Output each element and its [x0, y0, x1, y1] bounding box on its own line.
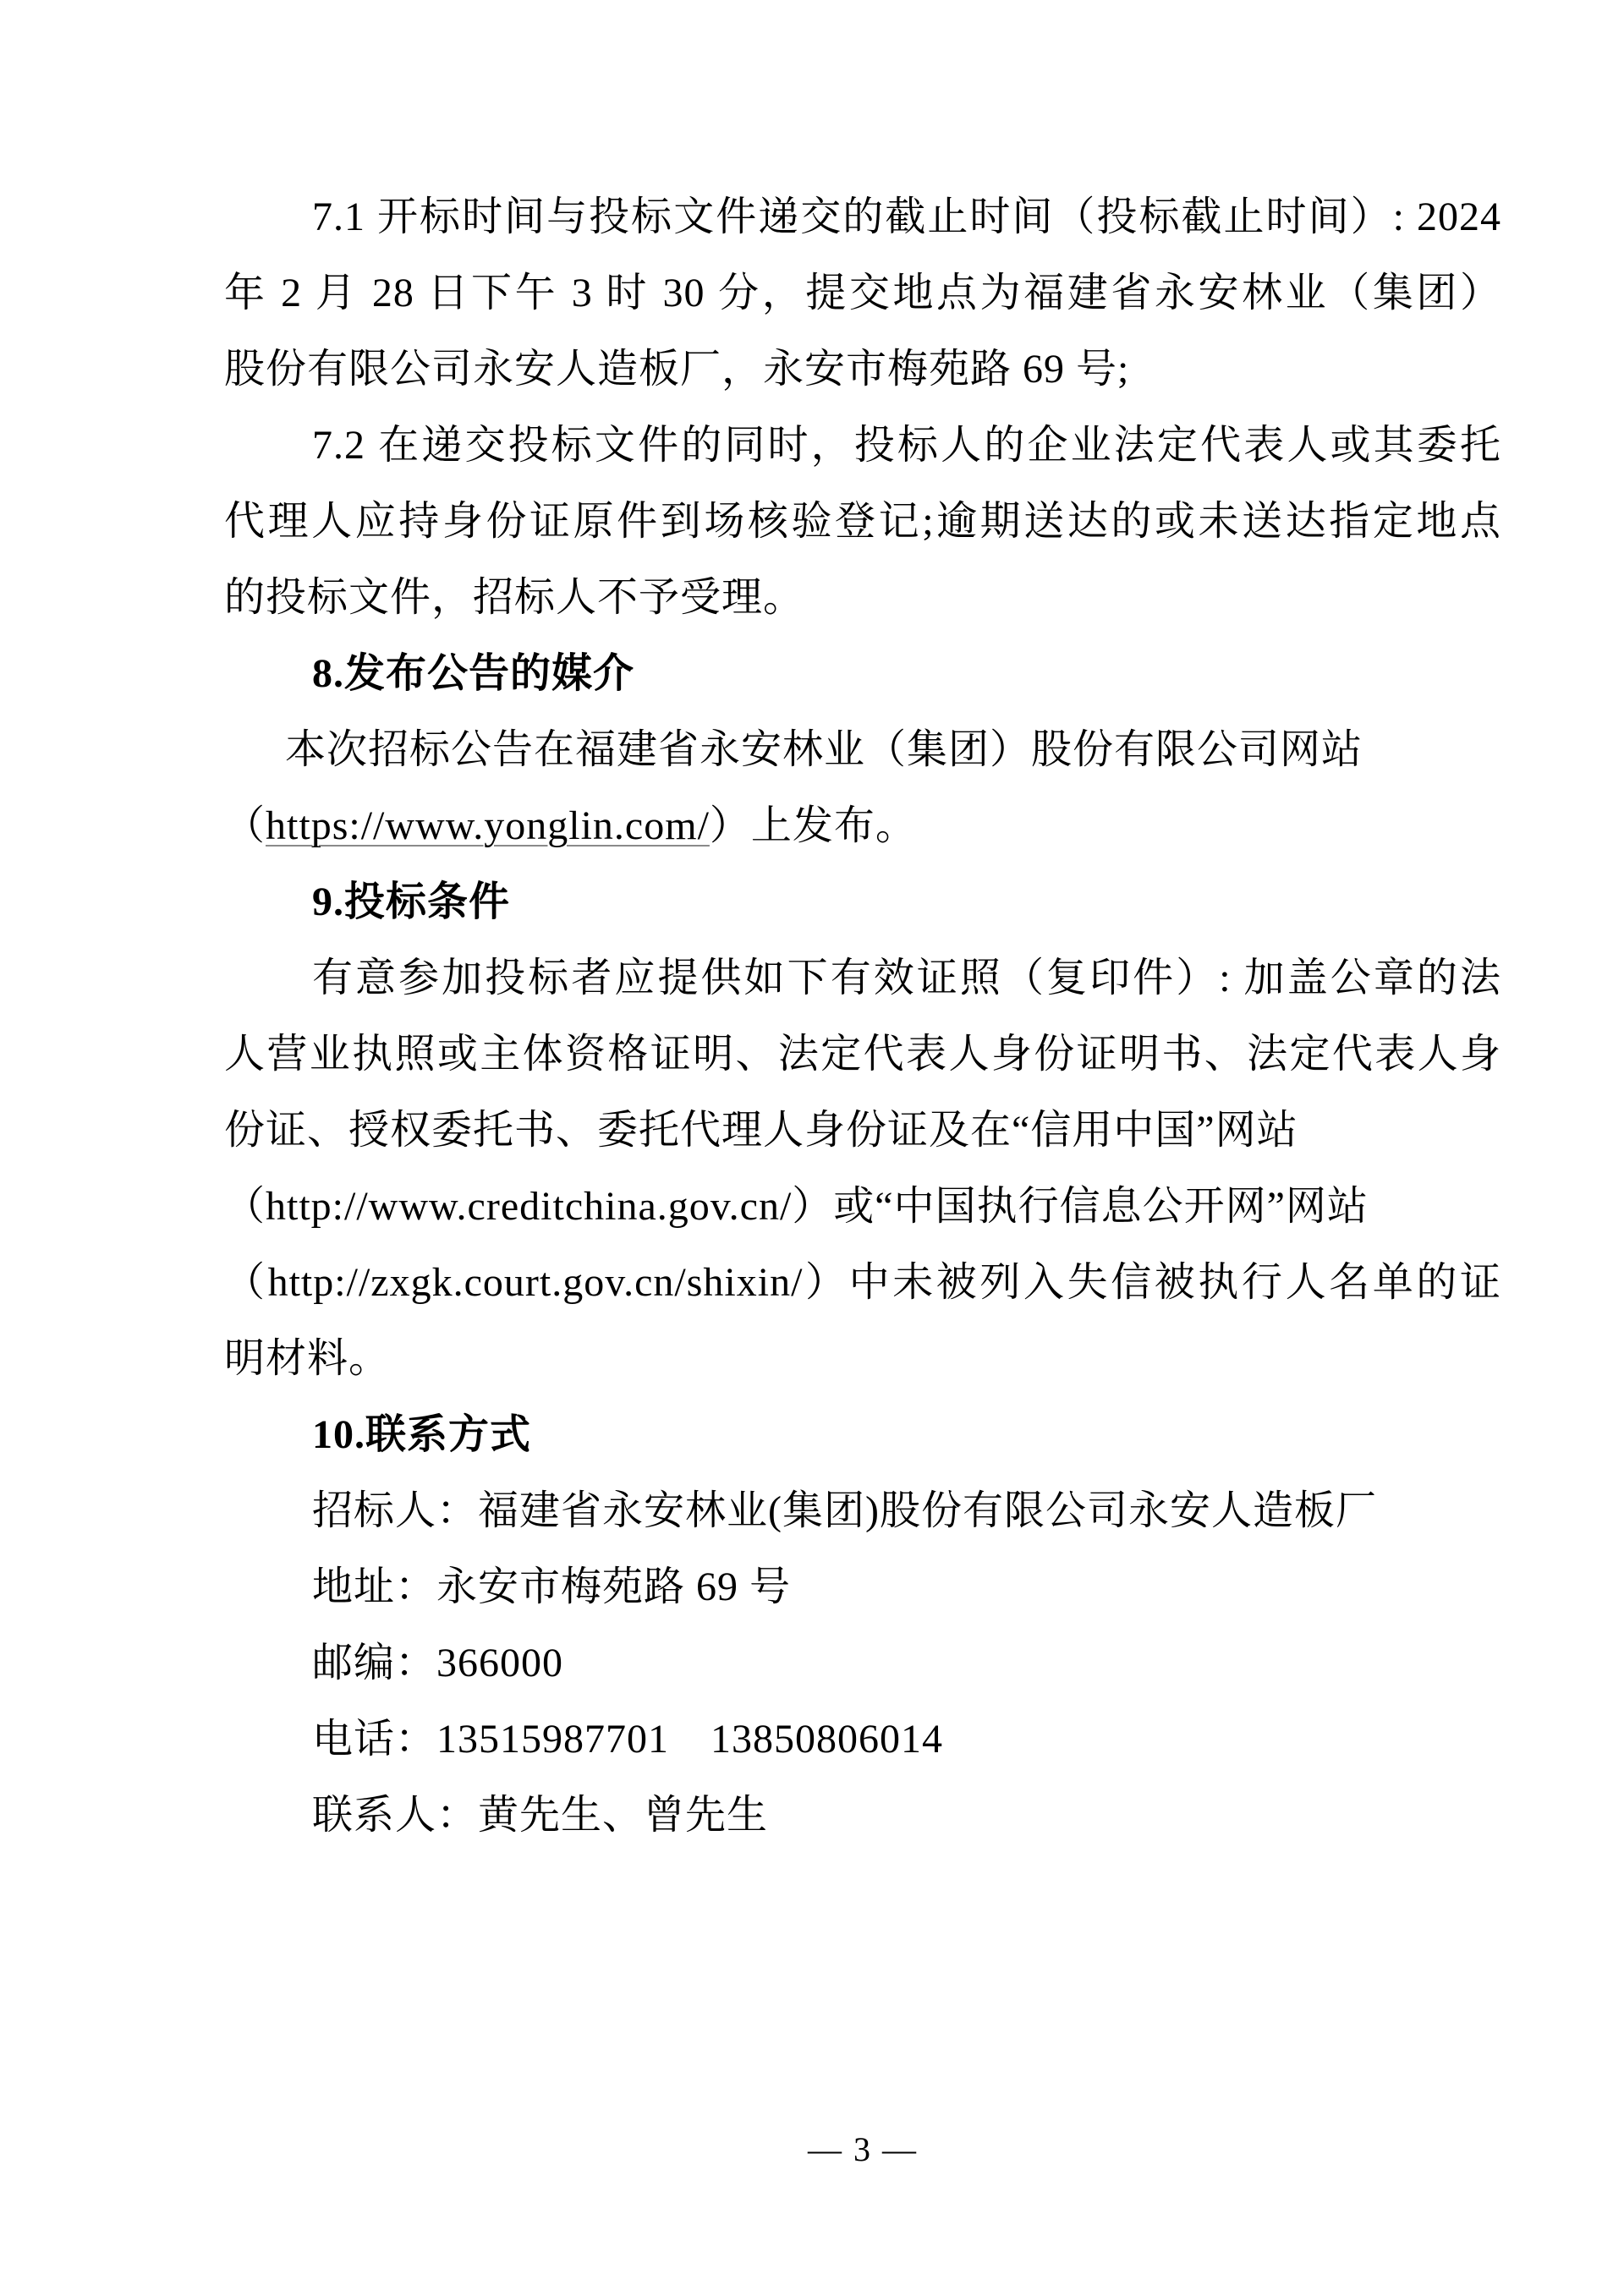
contact-label: 地址： — [312, 1564, 437, 1609]
contact-label: 联系人： — [312, 1793, 479, 1838]
contact-value: 13515987701 13850806014 — [436, 1717, 944, 1762]
section-9-line-1: 有意参加投标者应提供如下有效证照（复印件）: 加盖公章的法 — [312, 956, 1501, 1000]
section-9-line-4: （http://www.creditchina.gov.cn/）或“中国执行信息公开网”网站 — [224, 1184, 1369, 1229]
contact-label: 招标人： — [312, 1488, 479, 1533]
section-10-heading: 10.联系方式 — [312, 1412, 532, 1457]
section-7-2-line-2: 代理人应持身份证原件到场核验登记;逾期送达的或未送达指定地点 — [224, 499, 1501, 544]
contact-address-line — [224, 1549, 1501, 1625]
section-8-heading: 8.发布公告的媒介 — [312, 651, 635, 696]
contact-person-line — [224, 1778, 1501, 1854]
page-number: — 3 — — [808, 2130, 918, 2168]
section-9-heading: 9.投标条件 — [312, 879, 511, 924]
section-9-line-6: 明材料。 — [224, 1336, 391, 1381]
section-9-line-5: （http://zxgk.court.gov.cn/shixin/）中未被列入失信被执行人名单的证 — [224, 1260, 1501, 1305]
yonglin-link[interactable]: https://www.yonglin.com/ — [266, 803, 710, 848]
section-9-line-3: 份证、授权委托书、委托代理人身份证及在“信用中国”网站 — [224, 1108, 1298, 1153]
contact-value: 福建省永安林业(集团)股份有限公司永安人造板厂 — [478, 1488, 1377, 1533]
section-8-line-1: 本次招标公告在福建省永安林业（集团）股份有限公司网站 — [285, 727, 1363, 772]
contact-value: 黄先生、曾先生 — [478, 1793, 769, 1838]
contact-bidder-line — [224, 1473, 1501, 1549]
section-7-2-line-1: 7.2 在递交投标文件的同时，投标人的企业法定代表人或其委托 — [312, 423, 1501, 468]
contact-value: 永安市梅苑路 69 号 — [436, 1564, 792, 1609]
section-7-1-line-2: 年 2 月 28 日下午 3 时 30 分，提交地点为福建省永安林业（集团） — [224, 271, 1501, 315]
section-7-2-line-3: 的投标文件，招标人不予受理。 — [224, 575, 805, 620]
contact-phone-line — [224, 1701, 1501, 1778]
section-9-line-2: 人营业执照或主体资格证明、法定代表人身份证明书、法定代表人身 — [224, 1032, 1501, 1077]
section-8-line-2 — [224, 788, 1501, 864]
contact-value: 366000 — [436, 1641, 564, 1685]
link-close-text: ）上发布。 — [709, 803, 917, 848]
section-7-1-line-1: 7.1 开标时间与投标文件递交的截止时间（投标截止时间）: 2024 — [312, 195, 1501, 239]
contact-postcode-line — [224, 1625, 1501, 1701]
section-7-1-line-3: 股份有限公司永安人造板厂，永安市梅苑路 69 号; — [224, 347, 1130, 392]
link-open-paren: （ — [224, 803, 266, 848]
contact-label: 邮编： — [312, 1641, 437, 1685]
document-body — [224, 179, 1501, 1854]
contact-label: 电话： — [312, 1717, 437, 1762]
